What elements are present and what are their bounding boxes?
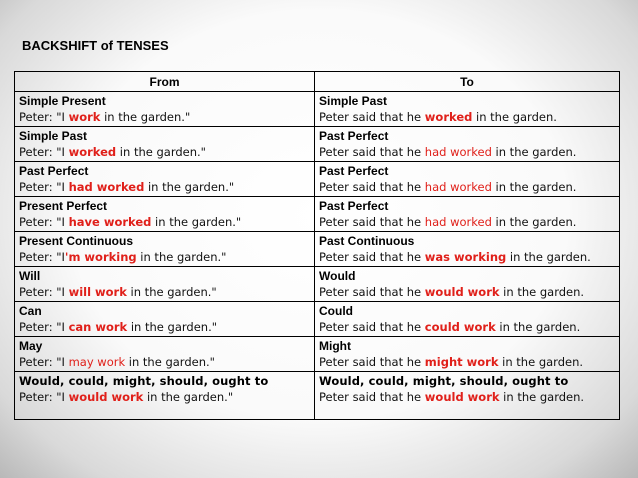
highlighted-verb: may work	[68, 355, 126, 369]
example-sentence	[319, 249, 619, 265]
highlighted-verb: 'm working	[64, 250, 137, 264]
example-prefix: Peter: "I	[19, 320, 69, 334]
example-prefix: Peter said that he	[319, 180, 425, 194]
tense-name: Simple Past	[319, 94, 388, 108]
cell-from	[15, 127, 315, 162]
table-row	[15, 337, 620, 372]
example-suffix: in the garden."	[126, 285, 217, 299]
example-prefix: Peter: "I	[19, 390, 69, 404]
tense-name: Would	[319, 269, 356, 283]
table-row	[15, 92, 620, 127]
tense-name: Might	[319, 339, 351, 353]
table-row	[15, 232, 620, 267]
example-prefix: Peter said that he	[319, 250, 425, 264]
cell-to	[315, 127, 620, 162]
cell-from	[15, 372, 315, 420]
example-suffix: in the garden.	[499, 285, 585, 299]
page-title: BACKSHIFT of TENSES	[22, 38, 169, 53]
tense-name: Past Perfect	[319, 129, 389, 143]
example-sentence	[19, 284, 314, 300]
column-header-to: To	[315, 72, 620, 92]
example-sentence	[319, 354, 619, 370]
example-prefix: Peter: "I	[19, 180, 69, 194]
example-suffix: in the garden.	[491, 215, 577, 229]
example-prefix: Peter: "I	[19, 145, 69, 159]
cell-to	[315, 267, 620, 302]
cell-to	[315, 232, 620, 267]
table-row	[15, 127, 620, 162]
example-sentence	[319, 144, 619, 160]
example-sentence	[19, 249, 314, 265]
highlighted-verb: would work	[68, 390, 144, 404]
tense-name: Can	[19, 304, 42, 318]
example-sentence	[319, 109, 619, 125]
highlighted-verb: work	[68, 110, 101, 124]
tense-name: Present Continuous	[19, 234, 134, 248]
highlighted-verb: will work	[68, 285, 127, 299]
tense-name: Simple Past	[19, 129, 88, 143]
example-sentence	[319, 389, 619, 405]
example-sentence	[19, 389, 314, 405]
cell-to	[315, 92, 620, 127]
example-sentence	[19, 144, 314, 160]
tense-name: Present Perfect	[19, 199, 108, 213]
example-prefix: Peter: "I	[19, 110, 69, 124]
highlighted-verb: would work	[424, 285, 500, 299]
column-header-from: From	[15, 72, 315, 92]
cell-to	[315, 197, 620, 232]
example-prefix: Peter said that he	[319, 110, 425, 124]
tense-name: Would, could, might, should, ought to	[319, 374, 569, 388]
example-prefix: Peter: "I	[19, 250, 65, 264]
table-row	[15, 267, 620, 302]
example-sentence	[19, 319, 314, 335]
example-suffix: in the garden.	[491, 145, 577, 159]
example-suffix: in the garden.	[495, 320, 581, 334]
example-suffix: in the garden.	[506, 250, 591, 264]
cell-to	[315, 337, 620, 372]
table-row	[15, 302, 620, 337]
tense-name: Past Perfect	[319, 164, 389, 178]
tense-name: Simple Present	[19, 94, 106, 108]
example-prefix: Peter: "I	[19, 215, 69, 229]
example-sentence	[19, 109, 314, 125]
example-suffix: in the garden."	[125, 355, 215, 369]
cell-from	[15, 337, 315, 372]
highlighted-verb: had worked	[424, 180, 492, 194]
cell-from	[15, 267, 315, 302]
example-suffix: in the garden."	[127, 320, 218, 334]
highlighted-verb: have worked	[68, 215, 152, 229]
highlighted-verb: might work	[424, 355, 499, 369]
cell-from	[15, 162, 315, 197]
backshift-table	[14, 71, 620, 420]
tense-name: Will	[19, 269, 41, 283]
example-sentence	[319, 214, 619, 230]
example-suffix: in the garden.	[491, 180, 577, 194]
cell-from	[15, 232, 315, 267]
tense-name: Would, could, might, should, ought to	[19, 374, 269, 388]
example-prefix: Peter said that he	[319, 285, 425, 299]
example-sentence	[319, 179, 619, 195]
tense-name: Past Continuous	[319, 234, 415, 248]
cell-from	[15, 197, 315, 232]
example-prefix: Peter said that he	[319, 145, 425, 159]
example-prefix: Peter said that he	[319, 355, 425, 369]
example-prefix: Peter: "I	[19, 355, 69, 369]
example-prefix: Peter: "I	[19, 285, 69, 299]
table-row	[15, 162, 620, 197]
example-suffix: in the garden."	[100, 110, 191, 124]
example-sentence	[19, 214, 314, 230]
tense-name: May	[19, 339, 43, 353]
cell-to	[315, 372, 620, 420]
highlighted-verb: had worked	[424, 145, 492, 159]
example-suffix: in the garden.	[499, 390, 585, 404]
highlighted-verb: had worked	[68, 180, 145, 194]
example-prefix: Peter said that he	[319, 320, 425, 334]
example-sentence	[19, 354, 314, 370]
cell-to	[315, 302, 620, 337]
tense-name: Past Perfect	[19, 164, 89, 178]
example-suffix: in the garden."	[151, 215, 242, 229]
example-suffix: in the garden."	[144, 180, 235, 194]
example-prefix: Peter said that he	[319, 390, 425, 404]
example-suffix: in the garden.	[472, 110, 557, 124]
cell-to	[315, 162, 620, 197]
highlighted-verb: could work	[424, 320, 496, 334]
cell-from	[15, 302, 315, 337]
highlighted-verb: worked	[68, 145, 117, 159]
tense-name: Could	[319, 304, 353, 318]
cell-from	[15, 92, 315, 127]
highlighted-verb: can work	[68, 320, 128, 334]
example-sentence	[19, 179, 314, 195]
example-suffix: in the garden.	[498, 355, 584, 369]
example-prefix: Peter said that he	[319, 215, 425, 229]
highlighted-verb: worked	[424, 110, 473, 124]
example-suffix: in the garden."	[116, 145, 206, 159]
example-suffix: in the garden."	[136, 250, 227, 264]
table-row	[15, 372, 620, 420]
table-row	[15, 197, 620, 232]
tense-name: Past Perfect	[319, 199, 389, 213]
example-sentence	[319, 319, 619, 335]
example-suffix: in the garden."	[143, 390, 234, 404]
highlighted-verb: had worked	[424, 215, 492, 229]
highlighted-verb: was working	[424, 250, 507, 264]
example-sentence	[319, 284, 619, 300]
highlighted-verb: would work	[424, 390, 500, 404]
